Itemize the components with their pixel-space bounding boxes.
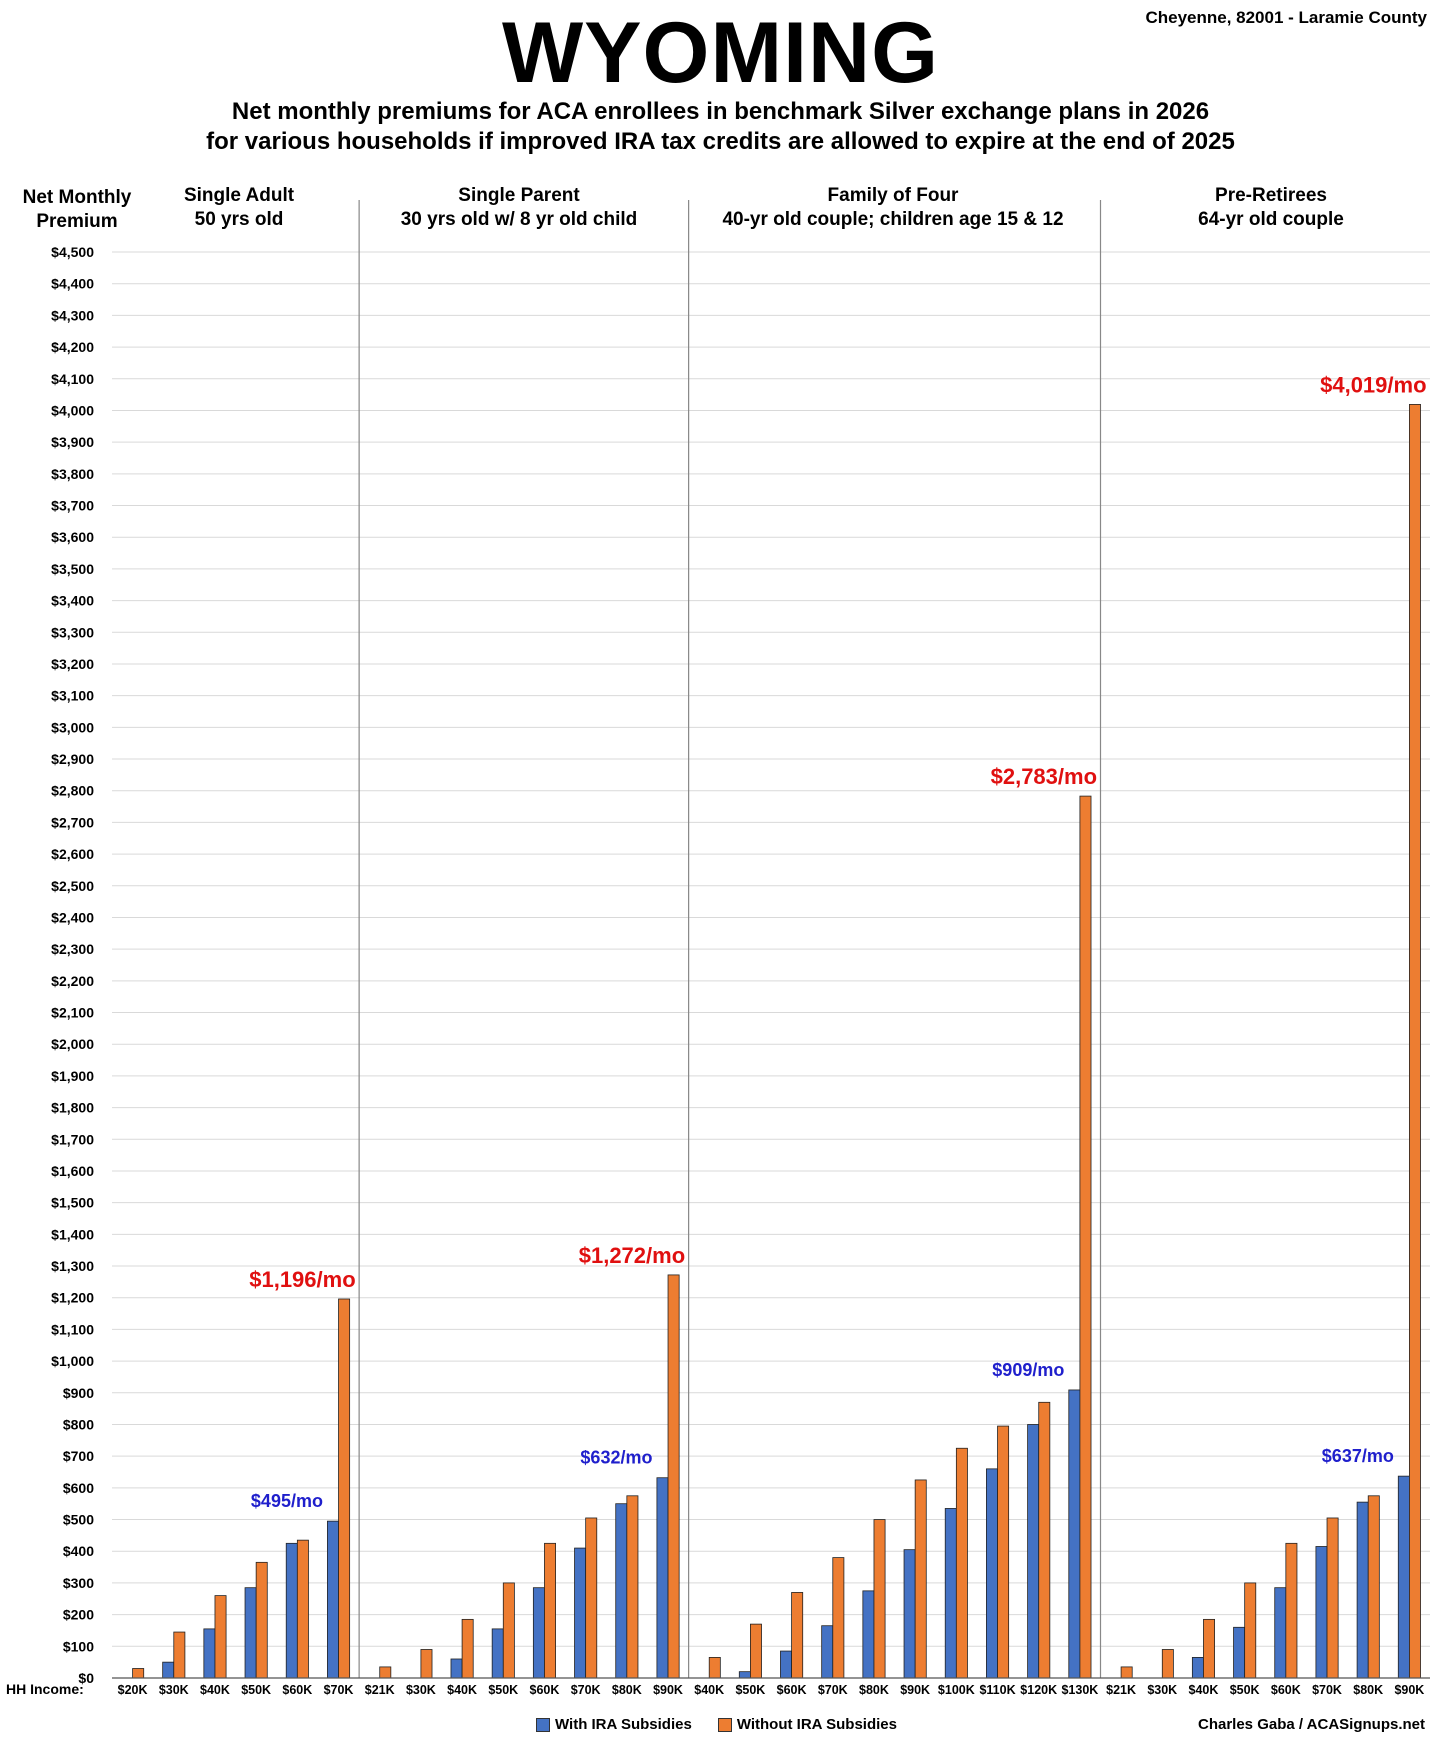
bar-with-ira — [904, 1550, 915, 1678]
y-tick-label: $0 — [78, 1670, 94, 1686]
bar-without-ira — [1286, 1543, 1297, 1678]
group-title-line-1: Single Adult — [183, 185, 295, 206]
x-tick-label: $50K — [241, 1683, 272, 1697]
bar-without-ira — [1039, 1402, 1050, 1678]
x-tick-label: $40K — [694, 1683, 725, 1697]
y-tick-label: $1,300 — [51, 1258, 94, 1275]
y-axis-title-line-1: Net Monthly — [22, 187, 132, 208]
bar-without-ira — [792, 1592, 803, 1678]
y-tick-label: $2,600 — [51, 846, 94, 863]
bar-without-ira — [1080, 796, 1091, 1678]
bar-without-ira — [1409, 404, 1420, 1678]
credit: Charles Gaba / ACASignups.net — [1198, 1716, 1425, 1733]
bar-without-ira — [709, 1657, 720, 1678]
data-label-with: $637/mo — [1321, 1446, 1394, 1467]
y-tick-label: $3,700 — [51, 497, 94, 514]
bar-with-ira — [616, 1504, 627, 1678]
data-label-without: $1,272/mo — [578, 1242, 686, 1268]
y-tick-label: $2,800 — [51, 782, 94, 799]
page-title: WYOMING — [502, 5, 939, 101]
y-tick-label: $2,000 — [51, 1036, 94, 1053]
y-tick-label: $800 — [62, 1416, 94, 1433]
bar-without-ira — [544, 1543, 555, 1678]
y-tick-label: $3,600 — [51, 529, 94, 546]
bar-with-ira — [780, 1651, 791, 1678]
bar-without-ira — [503, 1583, 514, 1678]
bar-with-ira — [204, 1629, 215, 1678]
bar-with-ira — [245, 1588, 256, 1678]
x-tick-label: $60K — [282, 1683, 313, 1697]
x-tick-label: $70K — [817, 1683, 848, 1697]
bar-with-ira — [945, 1508, 956, 1678]
bar-with-ira — [1398, 1476, 1409, 1678]
y-tick-label: $900 — [62, 1384, 94, 1401]
bar-without-ira — [421, 1649, 432, 1678]
y-tick-label: $500 — [62, 1511, 94, 1528]
group-title-line-2: 40-yr old couple; children age 15 & 12 — [722, 209, 1064, 230]
bar-without-ira — [998, 1426, 1009, 1678]
bar-without-ira — [133, 1668, 144, 1678]
y-tick-label: $200 — [62, 1606, 94, 1623]
y-tick-label: $700 — [62, 1448, 94, 1465]
y-tick-label: $100 — [62, 1638, 94, 1655]
y-tick-label: $3,300 — [51, 624, 94, 641]
y-tick-label: $1,200 — [51, 1289, 94, 1306]
x-tick-label: $70K — [1312, 1683, 1342, 1697]
x-tick-label: $100K — [937, 1683, 975, 1697]
x-tick-label: $40K — [1188, 1683, 1219, 1697]
bar-with-ira — [533, 1588, 544, 1678]
x-tick-label: $50K — [1229, 1683, 1260, 1697]
y-tick-label: $1,100 — [51, 1321, 94, 1338]
x-tick-label: $30K — [158, 1683, 189, 1697]
y-tick-label: $3,400 — [51, 592, 94, 609]
group-title-line-2: 64-yr old couple — [1198, 209, 1344, 230]
location-label: Cheyenne, 82001 - Laramie County — [1145, 8, 1427, 27]
y-tick-label: $2,500 — [51, 877, 94, 894]
y-tick-label: $1,800 — [51, 1099, 94, 1116]
y-tick-label: $4,400 — [51, 275, 94, 292]
y-tick-label: $4,200 — [51, 339, 94, 356]
y-tick-label: $1,400 — [51, 1226, 94, 1243]
y-tick-label: $2,400 — [51, 909, 94, 926]
data-label-without: $2,783/mo — [990, 764, 1098, 790]
y-tick-label: $3,000 — [51, 719, 94, 736]
bar-without-ira — [1245, 1583, 1256, 1678]
group-title-line-1: Family of Four — [827, 185, 959, 206]
x-tick-label: $60K — [529, 1683, 560, 1697]
legend — [536, 1716, 923, 1733]
bar-with-ira — [986, 1469, 997, 1678]
bar-without-ira — [339, 1299, 350, 1678]
x-tick-label: $130K — [1061, 1683, 1099, 1697]
data-label-with: $909/mo — [992, 1359, 1065, 1380]
bar-without-ira — [256, 1562, 267, 1678]
bar-without-ira — [874, 1520, 885, 1678]
x-tick-label: $60K — [776, 1683, 807, 1697]
legend-item-without — [718, 1716, 897, 1733]
bar-without-ira — [1121, 1667, 1132, 1678]
x-tick-label: $60K — [1270, 1683, 1301, 1697]
y-tick-label: $1,900 — [51, 1067, 94, 1084]
bar-without-ira — [833, 1558, 844, 1678]
bar-without-ira — [1368, 1496, 1379, 1678]
group-title-line-2: 50 yrs old — [194, 209, 284, 230]
x-tick-label: $80K — [611, 1683, 642, 1697]
bar-without-ira — [462, 1619, 473, 1678]
x-tick-label: $20K — [117, 1683, 148, 1697]
x-tick-label: $40K — [447, 1683, 478, 1697]
y-tick-label: $3,500 — [51, 560, 94, 577]
y-tick-label: $1,500 — [51, 1194, 94, 1211]
y-tick-label: $400 — [62, 1543, 94, 1560]
y-tick-label: $3,800 — [51, 465, 94, 482]
y-tick-label: $3,900 — [51, 434, 94, 451]
bar-with-ira — [1275, 1588, 1286, 1678]
y-tick-label: $4,000 — [51, 402, 94, 419]
y-tick-label: $2,100 — [51, 1004, 94, 1021]
bar-with-ira — [1316, 1546, 1327, 1678]
bar-without-ira — [1203, 1619, 1214, 1678]
y-axis-title-line-2: Premium — [36, 211, 118, 232]
y-tick-label: $3,100 — [51, 687, 94, 704]
x-axis-title: HH Income: — [6, 1681, 84, 1697]
data-label-with: $495/mo — [250, 1491, 323, 1512]
group-title-line-1: Pre-Retirees — [1215, 185, 1327, 206]
subtitle-line-1: Net monthly premiums for ACA enrollees in benchmark Silver exchange plans in 2026 — [231, 98, 1210, 125]
bar-without-ira — [174, 1632, 185, 1678]
x-tick-label: $80K — [1353, 1683, 1384, 1697]
bar-with-ira — [1234, 1627, 1245, 1678]
bar-without-ira — [1327, 1518, 1338, 1678]
bar-without-ira — [668, 1275, 679, 1678]
bar-without-ira — [1162, 1649, 1173, 1678]
legend-item-with — [536, 1716, 692, 1733]
x-tick-label: $50K — [488, 1683, 519, 1697]
bar-without-ira — [586, 1518, 597, 1678]
bar-with-ira — [451, 1659, 462, 1678]
x-tick-label: $120K — [1020, 1683, 1058, 1697]
bar-without-ira — [380, 1667, 391, 1678]
x-tick-label: $80K — [859, 1683, 889, 1697]
data-label-without: $4,019/mo — [1320, 372, 1427, 398]
x-tick-label: $21K — [364, 1683, 395, 1697]
group-title-line-2: 30 yrs old w/ 8 yr old child — [400, 209, 638, 230]
bar-with-ira — [739, 1672, 750, 1678]
bar-with-ira — [327, 1521, 338, 1678]
data-label-with: $632/mo — [580, 1447, 653, 1468]
legend-swatch-with — [536, 1718, 550, 1732]
legend-label-with: With IRA Subsidies — [555, 1716, 692, 1733]
x-tick-label: $50K — [735, 1683, 766, 1697]
y-tick-label: $1,600 — [51, 1162, 94, 1179]
y-tick-label: $4,500 — [51, 244, 94, 260]
legend-label-without: Without IRA Subsidies — [736, 1716, 897, 1733]
y-tick-label: $1,700 — [51, 1131, 94, 1148]
bar-with-ira — [822, 1626, 833, 1678]
bar-without-ira — [915, 1480, 926, 1678]
bar-with-ira — [575, 1548, 586, 1678]
y-tick-label: $600 — [62, 1479, 94, 1496]
bar-without-ira — [627, 1496, 638, 1678]
legend-swatch-without — [718, 1718, 732, 1732]
bar-without-ira — [956, 1448, 967, 1678]
y-tick-label: $1,000 — [51, 1353, 94, 1370]
subtitle-line-2: for various households if improved IRA tax credits are allowed to expire at the end of 2025 — [206, 128, 1235, 155]
x-tick-label: $40K — [200, 1683, 230, 1697]
y-tick-label: $2,300 — [51, 941, 94, 958]
x-tick-label: $110K — [979, 1683, 1016, 1697]
bar-without-ira — [215, 1596, 226, 1678]
bar-without-ira — [297, 1540, 308, 1678]
bar-with-ira — [1357, 1502, 1368, 1678]
bar-with-ira — [1192, 1657, 1203, 1678]
bar-with-ira — [1028, 1424, 1039, 1678]
x-tick-label: $70K — [323, 1683, 354, 1697]
y-tick-label: $300 — [62, 1574, 94, 1591]
bar-with-ira — [492, 1629, 503, 1678]
y-tick-label: $4,100 — [51, 370, 94, 387]
y-tick-label: $2,200 — [51, 972, 94, 989]
x-tick-label: $30K — [405, 1683, 436, 1697]
group-title-line-1: Single Parent — [458, 185, 580, 206]
x-tick-label: $21K — [1106, 1683, 1137, 1697]
x-tick-label: $90K — [1394, 1683, 1425, 1697]
bar-without-ira — [750, 1624, 761, 1678]
y-tick-label: $2,700 — [51, 814, 94, 831]
y-tick-label: $4,300 — [51, 307, 94, 324]
x-tick-label: $30K — [1147, 1683, 1178, 1697]
x-tick-label: $70K — [570, 1683, 601, 1697]
bar-with-ira — [163, 1662, 174, 1678]
bar-with-ira — [863, 1591, 874, 1678]
x-tick-label: $90K — [900, 1683, 931, 1697]
bar-with-ira — [286, 1543, 297, 1678]
y-tick-label: $3,200 — [51, 655, 94, 672]
x-tick-label: $90K — [653, 1683, 683, 1697]
data-label-without: $1,196/mo — [249, 1267, 356, 1293]
bar-with-ira — [1069, 1390, 1080, 1678]
bar-with-ira — [657, 1478, 668, 1678]
y-tick-label: $2,900 — [51, 751, 94, 768]
